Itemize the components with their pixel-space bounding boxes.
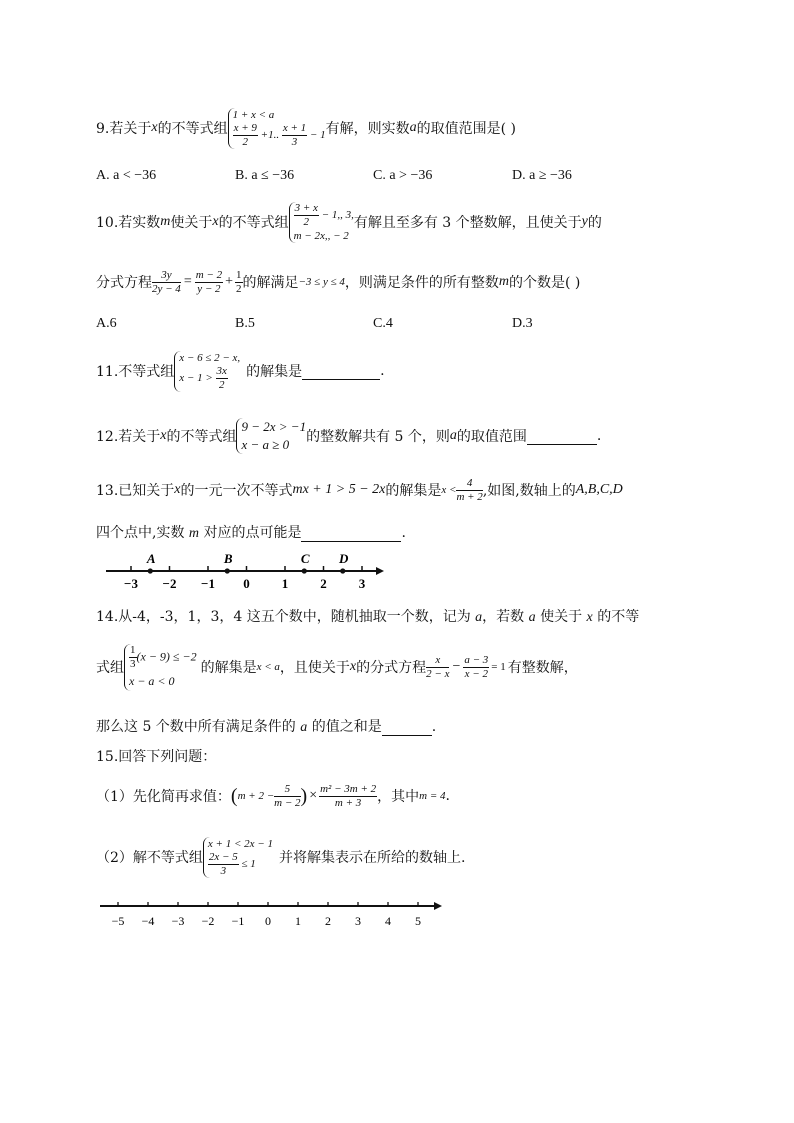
q11-sys-line1: x − 6 ≤ 2 − x, (179, 351, 241, 364)
q13-tick-label: 2 (320, 576, 327, 591)
q10-sys-line1 (294, 202, 354, 229)
q10-frac-top: 3 + x (294, 201, 318, 214)
q15-p2-frac (208, 851, 239, 878)
q15-p1-lparen: ( (230, 784, 238, 807)
q9-frac2-bot: 3 (291, 135, 298, 148)
q15-tick-label: 5 (415, 914, 421, 928)
q15-p2-after: 并将解集表示在所给的数轴上. (278, 850, 466, 866)
q15-p1-val: m = 4 (419, 790, 446, 802)
q13-tick-label: −2 (162, 576, 177, 591)
q10-line2-lead: 分式方程 (96, 275, 152, 291)
q11-system (174, 351, 240, 392)
q12-sys-line1: 9 − 2x > −1 (241, 419, 307, 434)
q9-after2: 的取值范围是( ) (416, 121, 516, 137)
q13-frac-bot: m + 2 (456, 490, 483, 503)
q14-line2 (96, 636, 578, 698)
q14-answer-blank[interactable] (382, 719, 432, 736)
q13-tick-label: −3 (124, 576, 138, 591)
q14-eq-f2-top: a − 3 (464, 653, 489, 666)
q13-var-m: m (188, 526, 200, 541)
q10-var-y: y (581, 214, 588, 229)
q15-tick-label: 1 (295, 914, 301, 928)
q12-after: 的整数解共有 5 个，则 (306, 429, 450, 445)
q15-tick-label: 0 (265, 914, 271, 928)
q15-p1-frac1 (274, 783, 300, 810)
q15-number-line (96, 894, 456, 934)
q14-line2-mid2: ，且使关于 (279, 660, 350, 676)
q13-tick-label: −1 (201, 576, 215, 591)
q10-eq-frac2 (195, 269, 223, 296)
q10-frac-bot: 2 (303, 215, 310, 228)
q10-line2-after: 的解满足 (242, 275, 299, 291)
q10-line2 (96, 264, 580, 300)
q13-sol-lead: x < (441, 484, 457, 496)
q10-eq-eq: = (183, 274, 192, 289)
q10-line2-after3: 的个数是( ) (509, 275, 581, 291)
q14-eq-f2-bot: x − 2 (464, 667, 488, 680)
q9-sys-line2 (233, 122, 326, 149)
q15-tick-label: 2 (325, 914, 331, 928)
q14-sys-line1-tail: (x − 9) ≤ −2 (136, 648, 197, 663)
q12-sys-line2: x − a ≥ 0 (241, 437, 290, 452)
q15-p2-sys-line1: x + 1 < 2x − 1 (207, 837, 273, 850)
q12-answer-blank[interactable] (527, 428, 597, 445)
q9-sys-line1: 1 + x < a (232, 108, 275, 121)
q13-lead: 13.已知关于 (96, 483, 175, 499)
q10-eq-f2-bot: y − 2 (197, 282, 221, 295)
q13-answer-blank[interactable] (301, 525, 401, 542)
q14-line2-mid: 的解集是 (200, 660, 257, 676)
q9-option-d: D. a ≥ −36 (512, 168, 572, 183)
q13-line2-after: 对应的点可能是 (199, 525, 302, 541)
q14-line2-lead: 式组 (96, 660, 124, 676)
q12-line (96, 414, 601, 458)
q9-frac1 (233, 122, 258, 149)
q13-point-label: C (300, 551, 310, 566)
q15-part2 (96, 828, 465, 886)
q14-sol: x < a (256, 661, 280, 673)
q15-p1-times: × (309, 788, 318, 803)
q14-line1-lead: 14.从-4，-3，1，3，4 这五个数中，随机抽取一个数，记为 (96, 609, 476, 625)
q10-cond: −3 ≤ y ≤ 4 (298, 276, 345, 288)
q15-p1-f2-top: m² − 3m + 2 (320, 782, 377, 795)
q13-number-line (104, 550, 404, 592)
q10-eq-plus: + (225, 274, 233, 289)
q14-line2-end: 有整数解， (507, 660, 578, 676)
q14-eq-minus: − (452, 659, 461, 674)
q14-sys-line1 (129, 644, 197, 671)
q10-line2-after2: ，则满足条件的所有整数 (344, 275, 499, 291)
q10-eq-frac3 (235, 269, 243, 296)
q15-p1-a: m + 2 − (237, 790, 275, 802)
q15-p1-end: . (445, 788, 450, 804)
q15-p2-system (203, 837, 273, 878)
q10-var-m: m (160, 214, 171, 229)
q14-var-x2: x (349, 659, 357, 674)
q15-p1-f1-top: 5 (274, 783, 300, 797)
q14-eq-f1-bot: 2 − x (426, 667, 450, 680)
q10-option-d: D.3 (512, 316, 533, 331)
q10-option-a: A.6 (96, 316, 117, 331)
q9-option-b: B. a ≤ −36 (235, 168, 295, 183)
q14-line3 (96, 716, 436, 736)
q14-eq-frac1 (426, 654, 449, 681)
q10-sys-line1-tail: − 1,, 3, (321, 208, 354, 221)
q14-line1-mid2: 使关于 (535, 609, 587, 625)
q12-end: . (596, 428, 602, 444)
q9-option-c: C. a > −36 (373, 168, 433, 183)
q13-point (148, 568, 153, 573)
q15-p1-f1-bot: m − 2 (274, 796, 301, 809)
q11-lead: 11.不等式组 (96, 364, 175, 380)
q9-line (96, 98, 516, 158)
q13-frac-top: 4 (456, 477, 482, 491)
q14-var-a: a (475, 610, 483, 625)
q14-line1-end: 的不等 (592, 609, 640, 625)
q14-line3-end: 的值之和是 (307, 719, 382, 735)
q10-var-m2: m (498, 274, 510, 289)
q13-point-label: A (146, 551, 156, 566)
q9-sys-tail: − 1 (309, 128, 326, 141)
q10-sys-line2: m − 2x,, − 2 (293, 229, 349, 242)
q15-p1-frac2 (319, 783, 377, 810)
q14-var-a2: a (528, 610, 536, 625)
q9-frac2-top: x + 1 (282, 121, 307, 134)
q10-option-b: B.5 (235, 316, 255, 331)
q13-point (340, 568, 345, 573)
q15-p1-f2-bot: m + 3 (334, 796, 362, 809)
q10-mid2: 的不等式组 (218, 215, 289, 231)
q13-var-x: x (174, 482, 181, 497)
q10-after2: 的 (587, 215, 602, 231)
q15-tick-label: −4 (141, 914, 155, 928)
q15-tick-label: 3 (355, 914, 361, 928)
q9-frac1-bot: 2 (242, 135, 248, 148)
q11-end: . (380, 363, 385, 379)
q14-eq-f1-top: x (426, 654, 449, 668)
q11-frac-top: 3x (216, 364, 227, 377)
q11-after: 的解集是 (246, 364, 303, 380)
q13-tick-label: 1 (281, 576, 289, 591)
q15-tick-label: −3 (171, 914, 185, 928)
q14-eq-rhs: = 1 (491, 661, 506, 673)
q15-tick-label: −2 (201, 914, 215, 928)
q15-p2-frac-bot: 3 (220, 864, 227, 877)
q14-line1-mid: ，若数 (482, 609, 529, 625)
q13-end: . (401, 525, 406, 541)
q15-p1-lead: （1）先化简再求值： (96, 789, 231, 805)
q13-tick-label: 3 (358, 576, 366, 591)
q13-point (225, 568, 230, 573)
q10-eq-f1-top: 3y (152, 269, 181, 283)
q14-line1 (96, 606, 639, 626)
q10-mid: 使关于 (170, 215, 213, 231)
q15-p2-frac-top: 2x − 5 (208, 850, 238, 863)
q9-frac1-top: x + 9 (233, 121, 257, 134)
q13-mid: 的一元一次不等式 (180, 483, 293, 499)
q13-point (302, 568, 307, 573)
q13-line2 (96, 522, 406, 542)
q13-point-label: B (223, 551, 233, 566)
q14-eq-frac2 (463, 654, 489, 681)
q14-end: . (431, 719, 437, 735)
q13-frac (456, 477, 482, 504)
q10-eq-f2-top: m − 2 (195, 268, 223, 281)
q15-p1-rparen: ) (300, 784, 308, 807)
q12-after2: 的取值范围 (456, 429, 527, 445)
q14-var-x: x (586, 610, 593, 625)
q11-sys-line2 (179, 365, 240, 392)
q15-p2-sys-line2-tail: ≤ 1 (241, 857, 256, 870)
q13-line2-lead: 四个点中,实数 (96, 525, 189, 541)
q12-system (236, 418, 306, 454)
q14-system (124, 644, 197, 691)
q12-lead: 12.若关于 (96, 429, 161, 445)
q15-title: 15.回答下列问题： (96, 749, 217, 765)
q13-axis-arrow (376, 567, 384, 575)
q14-frac-top: 1 (130, 643, 136, 656)
q11-sys-line2-lead: x − 1 > (179, 371, 213, 384)
q9-after: 有解，则实数 (325, 121, 410, 137)
q11-line (96, 342, 385, 400)
q9-system (228, 108, 326, 149)
q10-eq-frac1 (152, 269, 181, 296)
q13-after: ,如图,数轴上的 (482, 483, 576, 499)
q15-tick-label: 4 (385, 914, 391, 928)
q14-frac (129, 644, 137, 671)
q9-mid: 的不等式组 (157, 121, 228, 137)
q13-line1 (96, 470, 623, 510)
q12-mid: 的不等式组 (166, 429, 237, 445)
q9-sys-mid: +1.. (260, 128, 280, 141)
q14-sys-line2: x − a < 0 (129, 673, 175, 688)
q13-tick-label: 0 (243, 576, 250, 591)
q15-p2-lead: （2）解不等式组 (96, 850, 203, 866)
q9-var-a: a (409, 120, 417, 135)
q15-tick-label: −5 (111, 914, 125, 928)
q10-line1 (96, 194, 602, 250)
q13-points: A,B,C,D (575, 482, 623, 497)
q14-line3-lead: 那么这 5 个数中所有满足条件的 (96, 719, 301, 735)
q9-option-a: A. a < −36 (96, 168, 157, 183)
q13-ineq: mx + 1 > 5 − 2x (292, 482, 386, 497)
q13-mid2: 的解集是 (385, 483, 442, 499)
q11-frac (216, 365, 228, 392)
q10-eq-f3-top: 1 (236, 268, 242, 281)
q15-p1-after: ，其中 (377, 789, 420, 805)
q10-lead: 10.若实数 (96, 215, 161, 231)
q10-option-c: C.4 (373, 316, 393, 331)
q13-point-label: D (339, 551, 349, 566)
q11-answer-blank[interactable] (302, 363, 380, 380)
q15-axis-arrow (434, 902, 442, 910)
q10-after: 有解且至多有 3 个整数解，且使关于 (353, 215, 582, 231)
q9-frac2 (282, 122, 307, 149)
q14-var-a3: a (300, 720, 308, 735)
q12-var-x: x (160, 428, 167, 443)
q15-tick-label: −1 (231, 914, 245, 928)
q15-part1 (96, 774, 450, 818)
q10-eq-f1-bot: 2y − 4 (152, 282, 181, 295)
q14-line2-mid3: 的分式方程 (356, 660, 427, 676)
q14-frac-bot: 3 (130, 657, 136, 670)
q10-eq-f3-bot: 2 (236, 282, 242, 295)
q10-system (289, 202, 354, 243)
q12-var-a: a (449, 428, 457, 443)
q11-frac-bot: 2 (218, 378, 225, 391)
q15-p2-sys-line2 (208, 851, 273, 878)
q10-frac (294, 202, 319, 229)
q9-lead: 9.若关于 (96, 121, 152, 137)
q9-var-x: x (151, 120, 158, 135)
q10-var-x: x (212, 214, 219, 229)
